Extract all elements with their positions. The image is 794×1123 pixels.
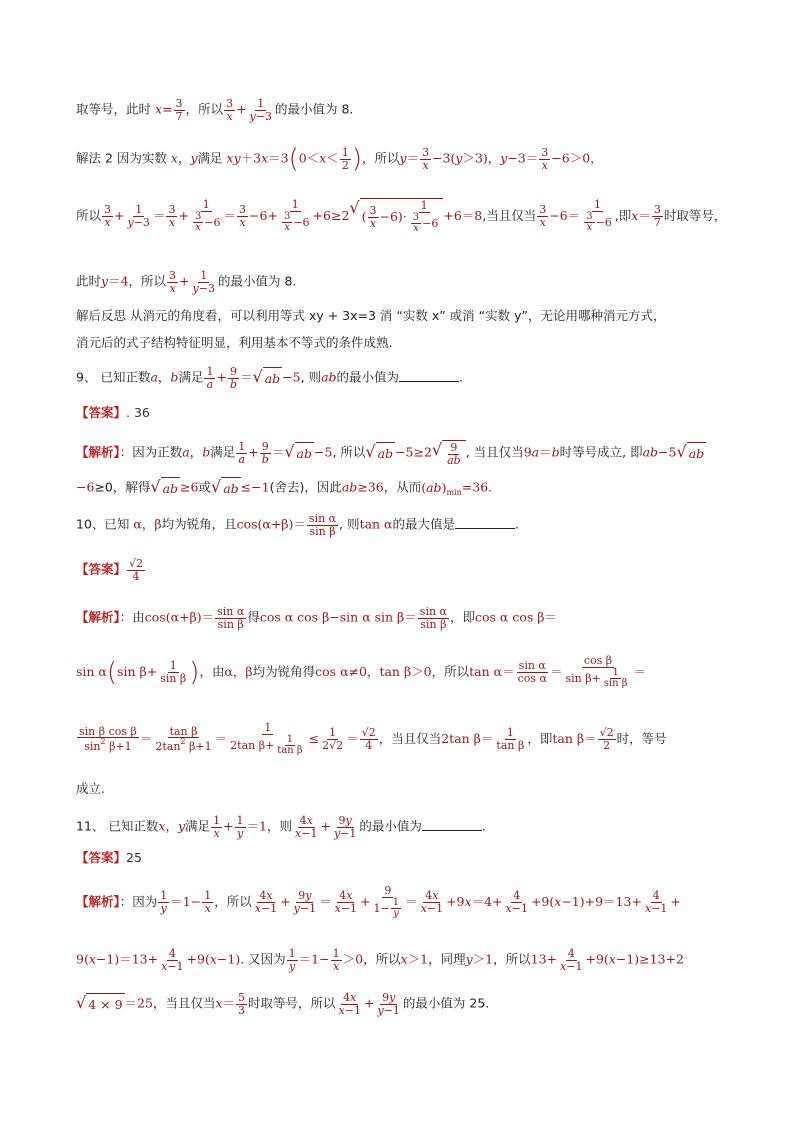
question-10: 10、已知 α，β均为锐角，且cos(α+β)＝ $\frac{\text{sin α}}{\text{sin β}}$ , 则tan α的最大值是 . xyxy=(76,512,520,538)
solution-line-1: 取等号，此时 x= $\frac{3}{7}$ ，所以 $\frac{3}{x}$ + $\frac{1}{y-3}$ 的最小值为 8. xyxy=(76,97,354,123)
analysis-10-line-4: 成立. xyxy=(76,781,105,796)
reflection-line-1: 解后反思 从消元的角度看，可以利用等式 xy + 3x=3 消 “实数 x” 或消 “实数 y”，无论用哪种消元方式， xyxy=(76,308,666,323)
analysis-11-line-2: 9(x−1)＝13+ $\frac{4}{x-1}$ +9(x−1). 又因为 $\frac{1}{y}$ ＝1− $\frac{1}{x}$ ＞0，所以x＞1，同理y＞1，所以13+ $\frac{4}{x-1}$ +9(x−1)≥13+2 xyxy=(76,947,684,973)
analysis-10-line-2: sin α(sin β+ $\frac{1}{\text{sin β}}$ )，由α，β均为锐角得cos α≠0，tan β＞0，所以tan α＝ $\frac{\text{sin α}}{\text{cos α}}$ ＝ cos β sin β+ $\frac{1}{\text{sin β}}$ ＝ xyxy=(76,654,647,690)
answer-blank xyxy=(422,818,482,831)
analysis-11-line-1: 【解析】：因为 $\frac{1}{y}$ ＝1− $\frac{1}{x}$ ，所以 $\frac{4x}{x-1}$ + $\frac{9y}{y-1}$ ＝ $\frac{4x}{x-1}$ + 9 1− $\frac{1}{y}$ ＝ $\frac{4x}{x-1}$ +9x＝4+ $\frac{4}{x-1}$ +9(x−1)+9＝13+ $\frac{4}{x-1}$ + xyxy=(76,884,681,920)
analysis-9-line-2: −6≥0，解得 √ ab ≥6或 √ ab ≤−1(舍去)，因此ab≥36，从而$(ab)_{min}=36$. xyxy=(76,477,728,503)
answer-10: 【答案】 $\frac{√2}{4}$ xyxy=(76,557,144,583)
analysis-10-line-3: $\frac{\text{sin β cos β}}{\sin^2 \beta+1}$ ＝ $\frac{\text{tan β}}{2\tan^2 \beta+1}$ ＝ 1 2tan β+ $\frac{1}{\text{tan β}}$ ≤ $\frac{1}{2√2}$ ＝ $\frac{√2}{4}$ ，当且仅当2tan β＝ $\frac{1}{\text{tan β}}$ ，即tan β＝ $\frac{√2}{2}$ 时，等号 xyxy=(79,721,667,757)
question-11: 11、 已知正数x，y满足 $\frac{1}{x}$ + $\frac{1}{y}$ ＝1，则 $\frac{4x}{x-1}$ + $\frac{9y}{y-1}$ 的最小值为 . xyxy=(76,814,486,840)
analysis-11-line-3: √ 4 × 9 ＝25，当且仅当x＝ $\frac{5}{3}$ 时取等号，所以 $\frac{4x}{x-1}$ + $\frac{9y}{y-1}$ 的最小值为 25. xyxy=(76,991,490,1017)
answer-blank xyxy=(455,516,515,529)
analysis-10-line-1: 【解析】：由cos(α+β)＝ $\frac{\text{sin α}}{\text{sin β}}$ 得cos α cos β−sin α sin β＝ $\frac{\text{sin α}}{\text{sin β}}$ ，即cos α cos β＝ xyxy=(76,605,557,631)
answer-blank xyxy=(399,369,459,382)
solution-line-3: 所以 $\frac{3}{x}$ + $\frac{1}{y-3}$ ＝ $\frac{3}{x}$ + 1 $\frac{3}{x}$ −6 ＝ $\frac{3}{x}$ −6+ 1 $\frac{3}{x}$ −6 +6≥2 √ ( $\frac{3}{x}$ −6)· 1 $\frac{3}{x}$ −6 +6＝8,当且仅当 $\frac{3}{x}$ −6＝ 1 $\frac{3}{x}$ −6 ,即x＝ $\frac{3}{7}$ 时取等号， xyxy=(76,198,727,235)
solution-line-4: 此时y＝4，所以 $\frac{3}{x}$ + $\frac{1}{y-3}$ 的最小值为 8. xyxy=(76,269,297,295)
solution-line-2: 解法 2 因为实数 x，y满足 xy＋3x＝3(0＜x＜ $\frac{1}{2}$ )，所以y＝ $\frac{3}{x}$ −3(y＞3)，y−3＝ $\frac{3}{x}$ −6＞0， xyxy=(76,144,603,174)
answer-11: 【答案】25 xyxy=(76,850,142,865)
question-9: 9、 已知正数a，b满足 $\frac{1}{a}$ + $\frac{9}{b}$ ＝ √ ab −5, 则ab的最小值为 . xyxy=(76,365,464,391)
answer-9: 【答案】. 36 xyxy=(76,405,150,420)
reflection-line-2: 消元后的式子结构特征明显，利用基本不等式的条件成熟. xyxy=(76,335,393,350)
analysis-9-line-1: 【解析】：因为正数a，b满足 $\frac{1}{a}$ + $\frac{9}{b}$ ＝ √ ab −5, 所以 √ ab −5≥2 √ $\frac{9}{ab}$ , 当且仅当9a＝b时等号成立, 即ab−5 √ ab xyxy=(76,440,705,467)
